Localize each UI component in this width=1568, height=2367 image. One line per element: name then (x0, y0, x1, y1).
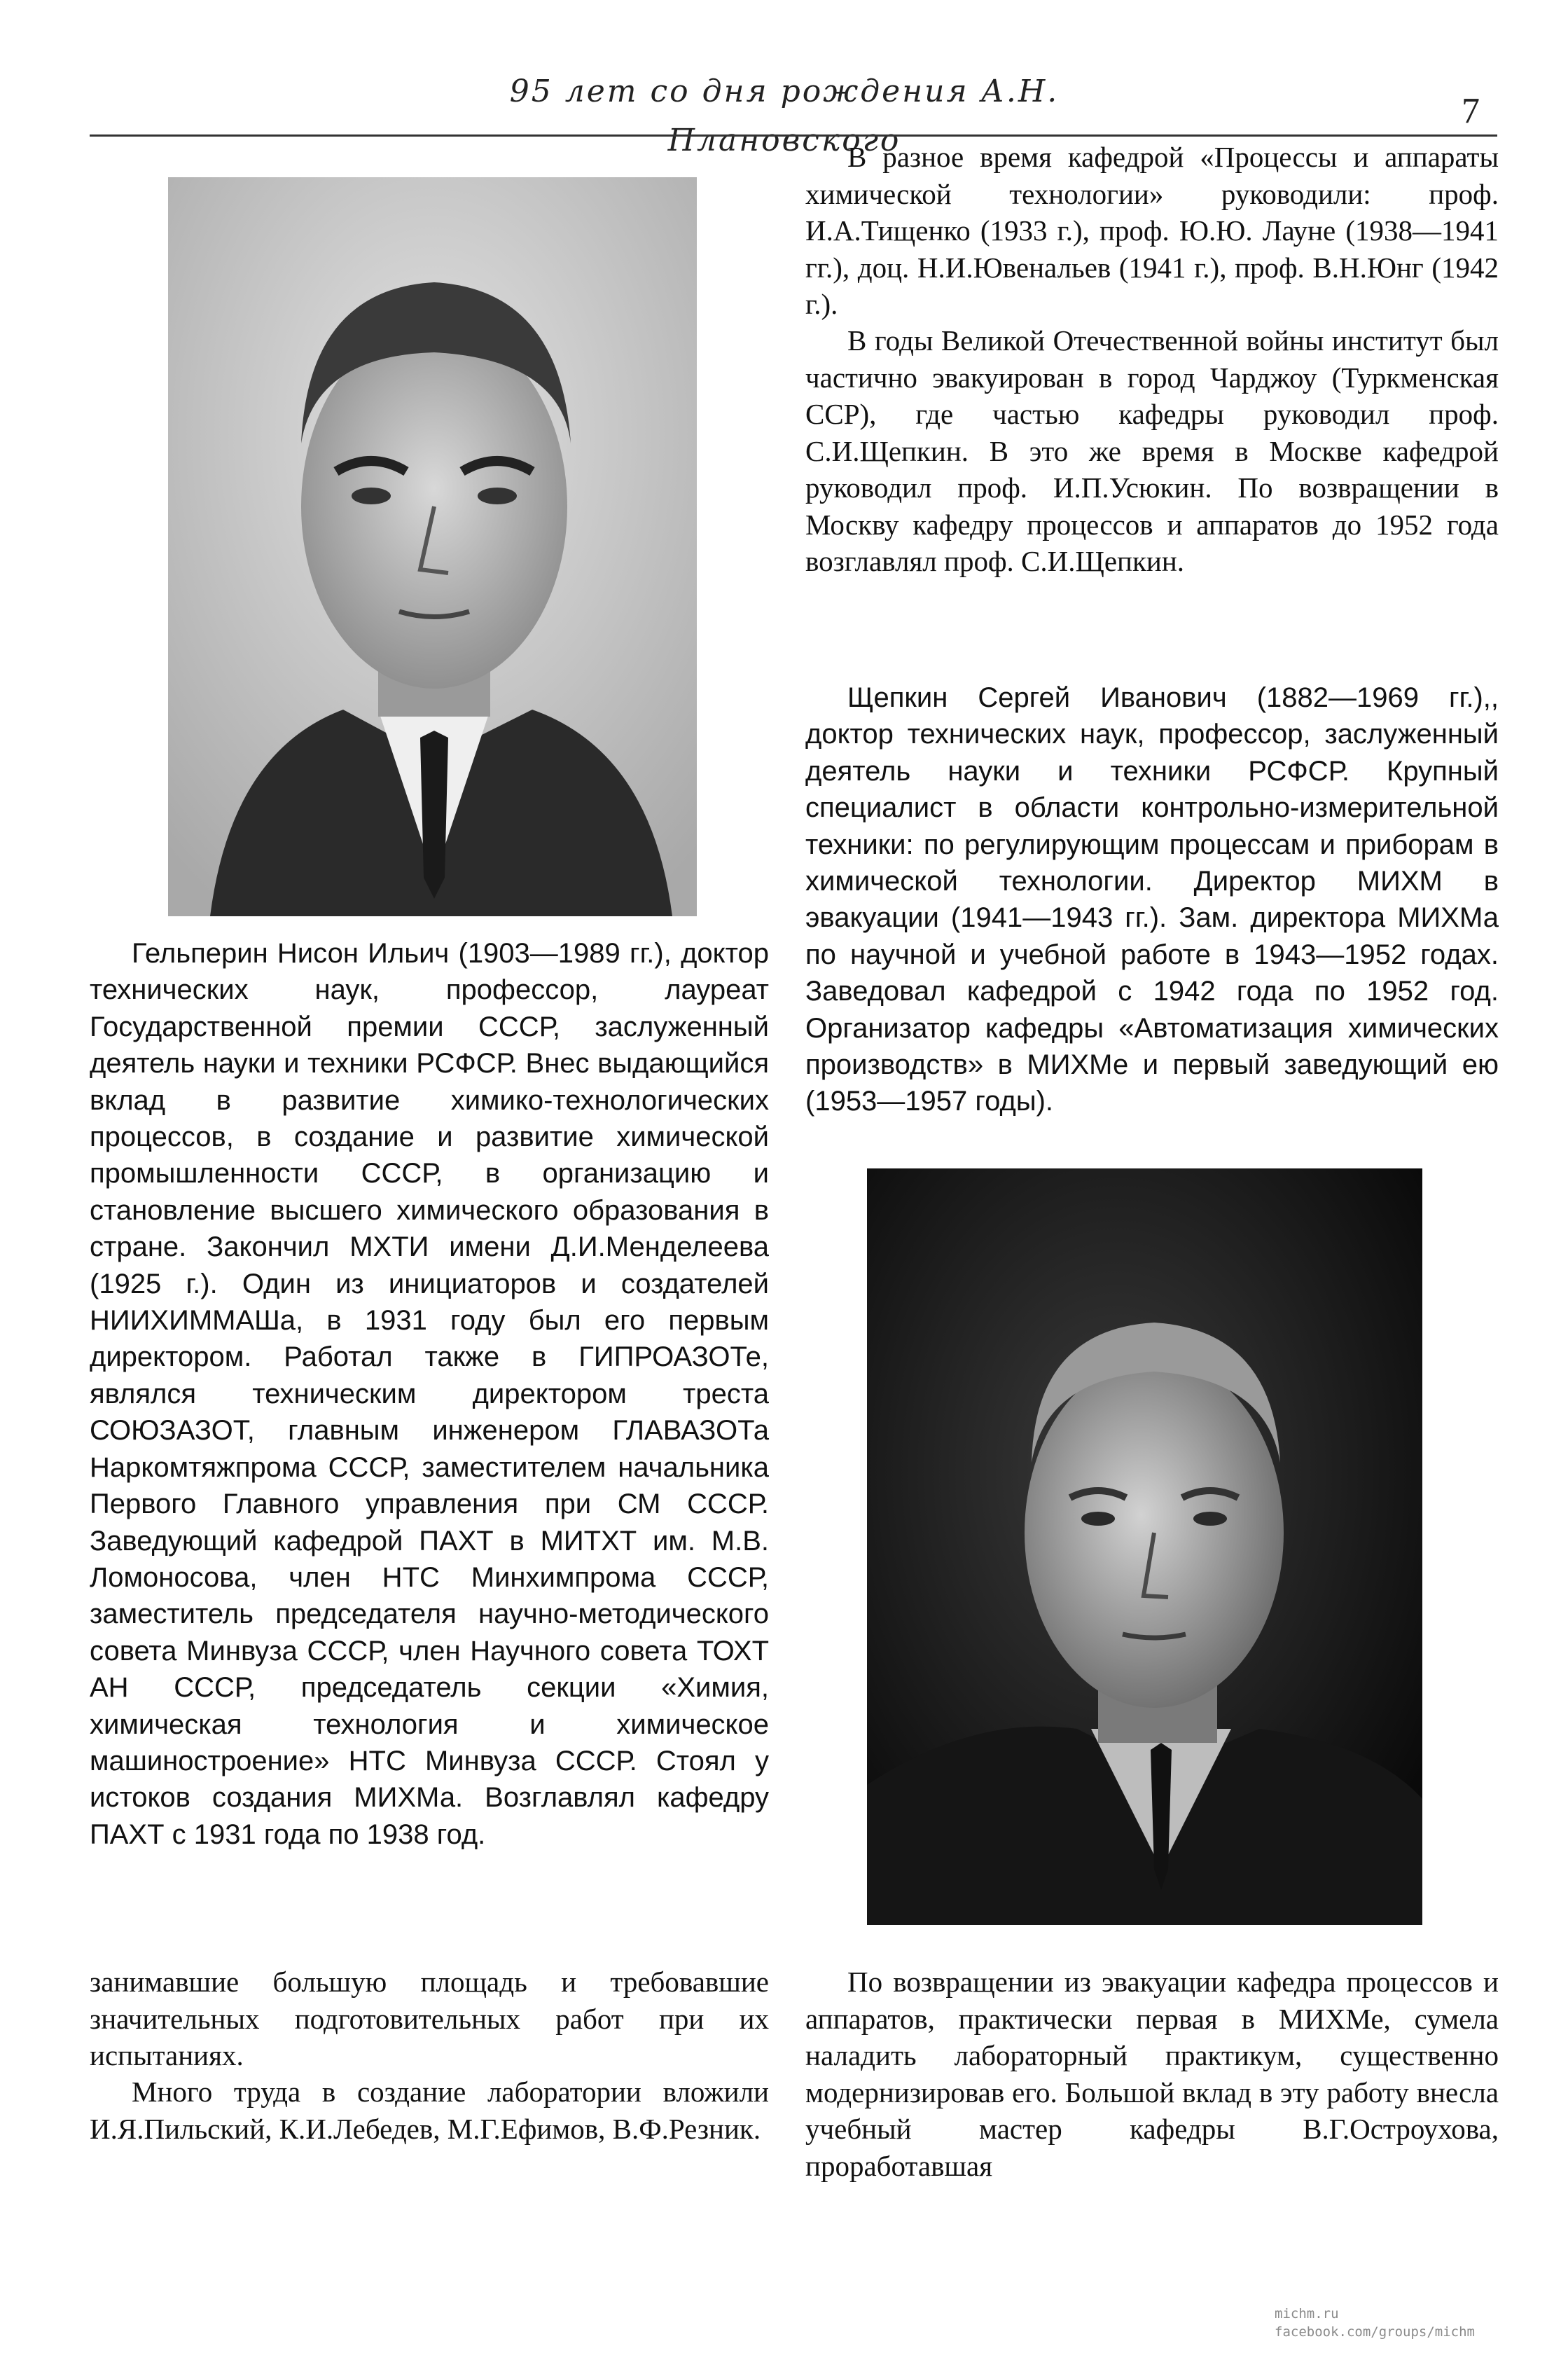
header-divider (90, 134, 1497, 137)
portrait-gelperin-icon (168, 177, 697, 916)
paragraph-evacuation: В годы Великой Отечественной войны институт был частично эвакуирован в город Чарджоу (Туркменская ССР), где частью кафедры руководил проф. С.И.Щепкин. В это же время в Москве кафедрой руководил проф. И.П.Усюкин. По возвращении в Москву кафедру процессов и аппаратов до 1952 года возглавлял проф. С.И.Щепкин. (805, 324, 1499, 577)
source-watermark (1275, 2305, 1555, 2341)
running-header-title: 95 лет со дня рождения А.Н. Плановского (509, 74, 1060, 158)
caption-shchepkin-bio: Щепкин Сергей Иванович (1882—1969 гг.),, доктор технических наук, профессор, заслуженный деятель науки и техники РСФСР. Крупный специалист в области контрольно-измерительной техники: по регулирующим процессам и приборам в химической технологии. Директор МИХМ в эвакуации (1941—1943 гг.). Зам. директора МИХМа по научной и учебной работе в 1943—1952 годах. Заведовал кафедрой с 1942 года по 1952 год. Организатор кафедры «Автоматизация химических производств» в МИХМе и первый заведующий ею (1953—1957 годы). (805, 682, 1499, 1117)
portrait-shchepkin-icon (867, 1168, 1422, 1925)
paragraph-laboratory-practicum: По возвращении из эвакуации кафедра процессов и аппаратов, практически первая в МИХМе, сумела наладить лабораторный практикум, существенно модернизировав его. Большой вклад в эту работу внесла учебный мастер кафедры В.Г.Остроухова, проработавшая (805, 1966, 1499, 2182)
paragraph-laboratory-continuation: занимавшие большую площадь и требовавшие значительных подготовительных работ при их испытаниях. (90, 1966, 769, 2071)
portrait-photo-gelperin (168, 177, 697, 916)
watermark-line-1: michm.ru (1275, 2306, 1339, 2321)
paragraph-laboratory-contributors: Много труда в создание лаборатории вложили И.Я.Пильский, К.И.Лебедев, М.Г.Ефимов, В.Ф.Резник. (90, 2076, 769, 2145)
caption-gelperin-bio: Гельперин Нисон Ильич (1903—1989 гг.), доктор технических наук, профессор, лауреат Государственной премии СССР, заслуженный деятель науки и техники РСФСР. Внес выдающийся вклад в развитие химико-технологических процессов, в создание и развитие химической промышленности СССР, в организацию и становление высшего химического образования в стране. Закончил МХТИ имени Д.И.Менделеева (1925 г.). Один из инициаторов и создателей НИИХИММАШа, в 1931 году был его первым директором. Работал также в ГИПРОАЗОТе, являлся техническим директором треста СОЮЗАЗОТ, главным инженером ГЛАВАЗОТа Наркомтяжпрома СССР, заместителем начальника Первого Главного управления при СМ СССР. Заведующий кафедрой ПАХТ в МИТХТ им. М.В. Ломоносова, член НТС Минхимпрома СССР, заместитель председателя научно-методического совета Минвуза СССР, член Научного совета ТОХТ АН СССР, председатель секции «Химия, химическая технология и химическое машиностроение» НТС Минвуза СССР. Стоял у истоков создания МИХМа. Возглавлял кафедру ПАХТ с 1931 года по 1938 год. (90, 938, 769, 1850)
portrait-photo-shchepkin (867, 1168, 1422, 1925)
watermark-line-2: facebook.com/groups/michm (1275, 2324, 1475, 2340)
page-number: 7 (1462, 91, 1480, 131)
paragraph-department-heads: В разное время кафедрой «Процессы и аппараты химической технологии» руководили: проф. И.А.Тищенко (1933 г.), проф. Ю.Ю. Лауне (1938—1941 гг.), доц. Н.И.Ювенальев (1941 г.), проф. В.Н.Юнг (1942 г.). (805, 141, 1499, 320)
